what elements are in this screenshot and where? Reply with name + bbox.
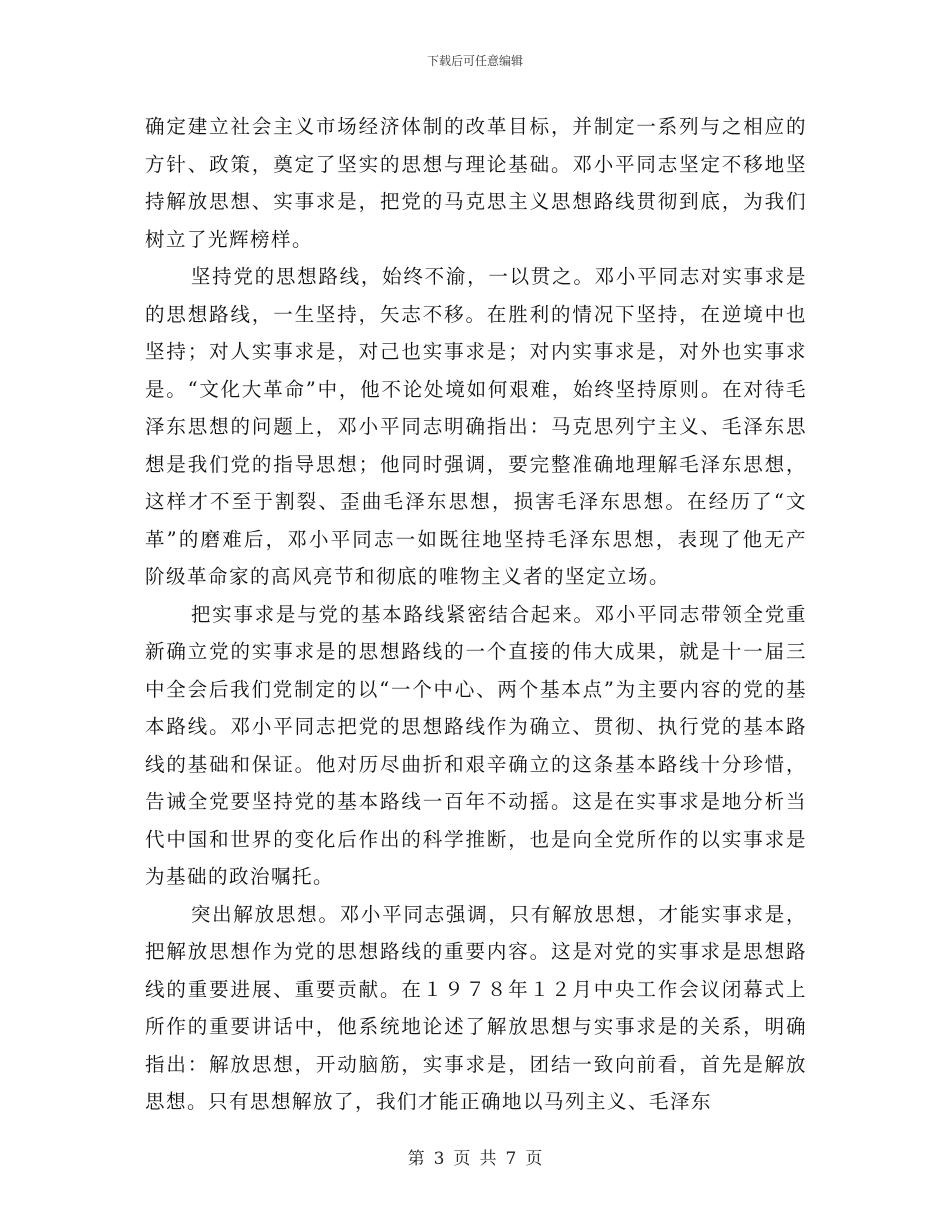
header-note: 下载后可任意编辑 xyxy=(426,54,523,68)
page-header xyxy=(0,53,950,69)
paragraph-emancipate-mind: 突出解放思想。邓小平同志强调，只有解放思想，才能实事求是，把解放思想作为党的思想路线的重要内容。这是对党的实事求是思想路线的重要进展、重要贡献。在１９７８年１２月中央工作会议闭幕式上所作的重要讲话中，他系统地论述了解放思想与实事求是的关系，明确指出：解放思想，开动脑筋，实事求是，团结一致向前看，首先是解放思想。只有思想解放了，我们才能正确地以马列主义、毛泽东 xyxy=(145,902,807,1113)
footer-page-word: 页 xyxy=(453,1149,471,1169)
document-body xyxy=(145,108,807,1121)
footer-suffix: 页 xyxy=(525,1149,543,1169)
paragraph-basic-line: 把实事求是与党的基本路线紧密结合起来。邓小平同志带领全党重新确立党的实事求是的思想路线的一个直接的伟大成果，就是十一届三中全会后我们党制定的以“一个中心、两个基本点”为主要内容的党的基本路线。邓小平同志把党的思想路线作为确立、贯彻、执行党的基本路线的基础和保证。他对历尽曲折和艰辛确立的这条基本路线十分珍惜，告诫全党要坚持党的基本路线一百年不动摇。这是在实事求是地分析当代中国和世界的变化后作出的科学推断，也是向全党所作的以实事求是为基础的政治嘱托。 xyxy=(145,602,807,888)
paragraph-continued: 确定建立社会主义市场经济体制的改革目标，并制定一系列与之相应的方针、政策，奠定了坚实的思想与理论基础。邓小平同志坚定不移地坚持解放思想、实事求是，把党的马克思主义思想路线贯彻到底，为我们树立了光辉榜样。 xyxy=(145,115,807,251)
paragraph-adhere-line: 坚持党的思想路线，始终不渝，一以贯之。邓小平同志对实事求是的思想路线，一生坚持，矢志不移。在胜利的情况下坚持，在逆境中也坚持；对人实事求是，对己也实事求是；对内实事求是，对外也实事求是。“文化大革命”中，他不论处境如何艰难，始终坚持原则。在对待毛泽东思想的问题上，邓小平同志明确指出：马克思列宁主义、毛泽东思想是我们党的指导思想；他同时强调，要完整准确地理解毛泽东思想，这样才不至于割裂、歪曲毛泽东思想，损害毛泽东思想。在经历了“文革”的磨难后，邓小平同志一如既往地坚持毛泽东思想，表现了他无产阶级革命家的高风亮节和彻底的唯物主义者的坚定立场。 xyxy=(145,265,807,588)
page-footer xyxy=(0,1148,950,1170)
footer-prefix: 第 xyxy=(407,1149,425,1169)
footer-total-pages: 7 xyxy=(505,1149,517,1169)
footer-total-word: 共 xyxy=(479,1149,497,1169)
footer-current-page: 3 xyxy=(433,1149,445,1169)
